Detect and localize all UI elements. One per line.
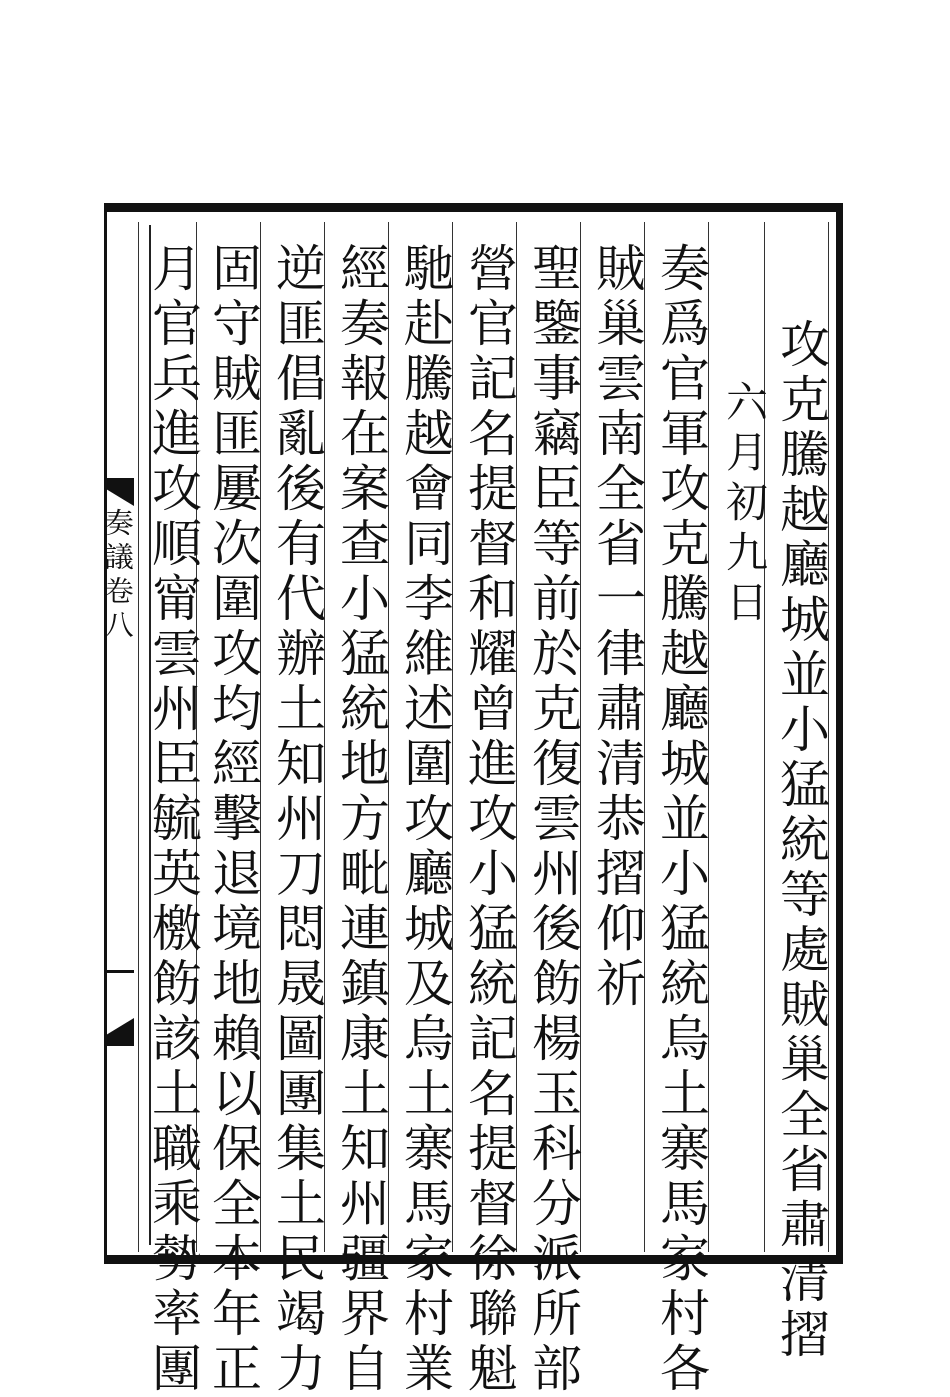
text-column-1: 奏爲官軍攻克騰越廳城並小猛統烏土寨馬家村各 xyxy=(652,242,710,1397)
text-column-2: 賊巢雲南全省一律肅清恭摺仰祈 xyxy=(588,242,646,1012)
column-rule xyxy=(138,222,139,1252)
text-column-6: 經奏報在案查小猛統地方毗連鎮康土知州疆界自 xyxy=(332,242,390,1397)
text-column-5: 馳赴騰越會同李維述圍攻廳城及烏土寨馬家村業 xyxy=(396,242,454,1397)
fold-page-number xyxy=(104,970,134,973)
title-column: 攻克騰越廳城並小猛統等處賊巢全省肅清摺 xyxy=(772,318,830,1363)
text-column-3: 聖鑒事竊臣等前於克復雲州後飭楊玉科分派所部 xyxy=(524,242,582,1397)
text-column-8: 固守賊匪屢次圍攻均經擊退境地賴以保全本年正 xyxy=(204,242,262,1397)
column-rule xyxy=(764,222,765,1252)
fold-title: 奏議卷八 xyxy=(100,508,135,644)
text-column-9: 月官兵進攻順甯雲州臣毓英檄飭該土職乘勢率團 xyxy=(144,242,202,1397)
text-column-7: 逆匪倡亂後有代辦土知州刀悶晟圖團集土民竭力 xyxy=(268,242,326,1397)
text-column-4: 營官記名提督和耀曾進攻小猛統記名提督徐聯魁 xyxy=(460,242,518,1397)
date-column: 六月初九日 xyxy=(720,380,769,630)
